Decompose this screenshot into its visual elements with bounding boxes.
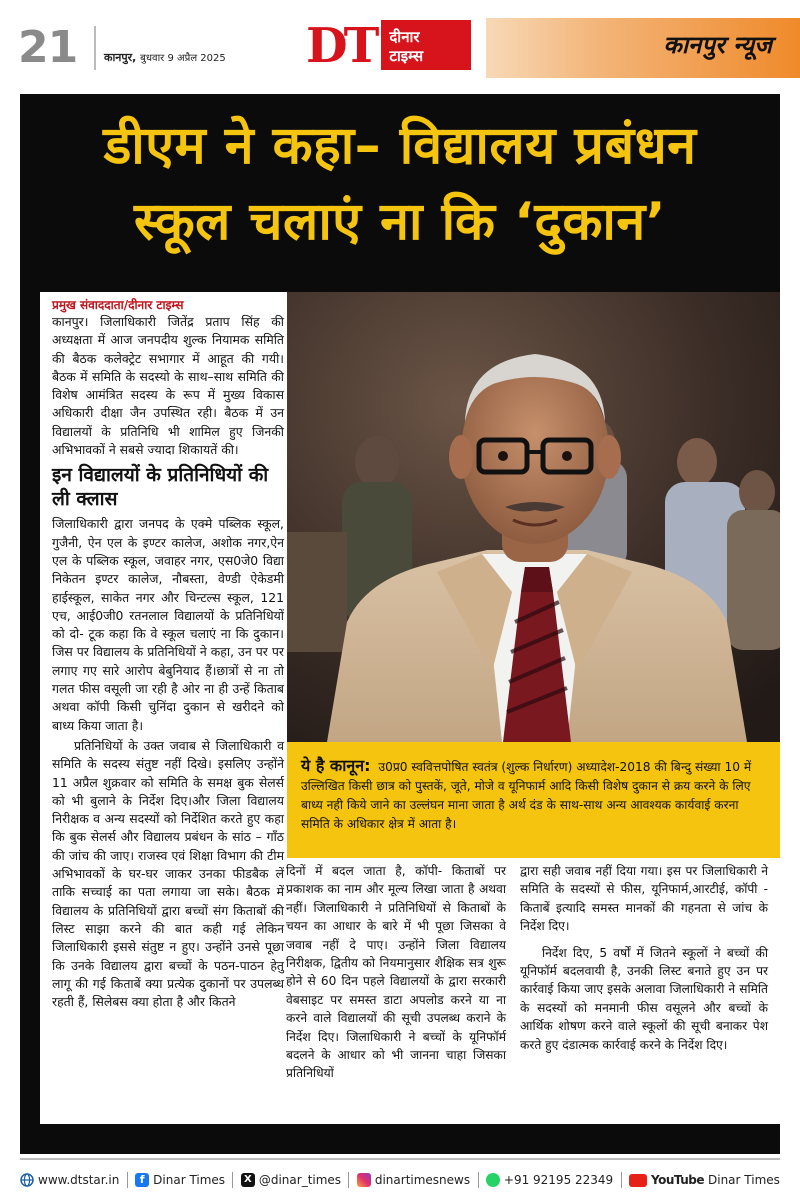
page-number-divider (94, 26, 96, 70)
footer-separator (478, 1172, 479, 1188)
footer-website[interactable] (20, 1173, 119, 1187)
logo-wordmark (381, 20, 471, 70)
law-caption-box (287, 742, 780, 858)
article-column-3 (520, 862, 768, 1054)
whatsapp-icon (486, 1173, 500, 1187)
article-column-1 (52, 313, 284, 1011)
footer-separator (127, 1172, 128, 1188)
headline (20, 108, 780, 260)
paragraph-1: जिलाधिकारी द्वारा जनपद के एक्मे पब्लिक स्कूल, गुजैनी, ऐन एल के इण्टर कालेज, अशोक नगर,ऐन एल के पब्लिक स्कूल, जवाहर नगर, एस0जे0 विद्या निकेतन इण्टर कालेज, नौबस्ता, वेण्डी ऐकेडमी हाईस्कूल, साकेत नगर और चिन्टल्स स्कूल, 121 एच, आई0जी0 रतनलाल विद्यालयों के प्रतिनिधियों को दो- टूक कहा कि वे स्कूल चलाएं ना कि दुकान। जिस पर विद्यालय के प्रतिनिधियों ने कहा, उन पर पर लगाए गए सारे आरोप बेबुनियाद हैं।छात्रों से ना तो गलत फीस वसूली जा रही है ओर ना ही उन्हें किताब अथवा कॉपी किसी चुनिंदा दुकान से खरीदने को बाध्य किया जाता है। (52, 516, 284, 733)
footer-separator (232, 1172, 233, 1188)
subheading: इन विद्यालयों के प्रतिनिधियों की ली क्लास (52, 464, 269, 511)
social-footer (20, 1160, 780, 1200)
logo-mark: DT (306, 18, 376, 74)
portrait-illustration (287, 292, 780, 742)
dateline-place: कानपुर, (104, 51, 137, 64)
footer-youtube[interactable] (629, 1173, 780, 1187)
paragraph-2: प्रतिनिधियों के उक्त जवाब से जिलाधिकारी व समिति के सदस्य संतुष्ट नहीं दिखे। इसलिए उन्होंने 11 अप्रैल शुक्रवार को समिति के समक्ष बुक सेलर्स को भी बुलाने के निर्देश दिए।और जिला विद्यालय निरीक्षक व अन्य सदस्यों को निर्देशित करते हुए कहा कि बुक सेलर्स और विद्यालय प्रबंधन के सांठ – गाँठ की जांच की जाए। राजस्व एवं शिक्षा विभाग की टीम अभिभावकों के घर-घर जाकर उनका फीडबैक लें ताकि सच्चाई का पता लगाया जा सके। बैठक में विद्यालय के प्रतिनिधियों द्वारा बच्चों संग किताबों की लिस्ट साझा करने की बात कही गई लेकिन जिलाधिकारी इससे संतुष्ट न हुए। उन्होंने उनसे पूछा कि उनके विद्यालय द्वारा बच्चों के पठन-पाठन हेतु लागू की गई किताबें क्या प्रत्येक दुकानों पर उपलब्ध रहती हैं, सिलेबस क्या होता है और कितने (52, 737, 284, 1010)
website-link[interactable]: www.dtstar.in (38, 1173, 120, 1187)
dateline (104, 50, 226, 65)
footer-separator (621, 1172, 622, 1188)
dateline-date: बुधवार 9 अप्रैल 2025 (140, 53, 226, 64)
headline-line-2: स्कूल चलाएं ना कि ‘दुकान’ (134, 192, 666, 252)
intro-paragraph: कानपुर। जिलाधिकारी जितेंद्र प्रताप सिंह की अध्यक्षता में आज जनपदीय शुल्क नियामक समिति की बैठक कलेक्ट्रेट सभागार में आहूत की गयी। बैठक में समिति के सदस्यो के साथ–साथ समिति की विशेष आमंत्रित सदस्य के रूप में मुख्य विकास अधिकारी दीक्षा जैन उपस्थित रही। बैठक में उन विद्यालयों के प्रतिनिधि भी शामिल हुए जिनकी अभिभावकों ने सबसे ज्यादा शिकायतें की। (52, 314, 284, 458)
section-title: कानपुर न्यूज (663, 31, 772, 59)
facebook-link[interactable]: Dinar Times (153, 1173, 226, 1187)
dm-portrait-photo (287, 292, 780, 742)
instagram-icon (357, 1173, 371, 1187)
youtube-link[interactable]: Dinar Times (708, 1173, 780, 1187)
headline-line-1: डीएम ने कहा– विद्यालय प्रबंधन (103, 116, 697, 176)
masthead (0, 0, 800, 78)
logo-line-2: टाइम्स (389, 47, 424, 65)
caption-title: ये है कानून: (301, 756, 371, 775)
caption-text: उ0प्र0 स्ववित्तपोषित स्वतंत्र (शुल्क निर्धारण) अध्यादेश-2018 की बिन्दु संख्या 10 में उल्लिखित किसी छात्र को पुस्तकें, जूते, मोजे व यूनिफार्म आदि किसी विशेष दुकान से क्रय करने के लिए बाध्य नही किये जाने का उल्लंघन माना जाता है अर्थ दंड के साथ-साथ अन्य आवश्यक कार्यवाई करना समिति के अधिकार क्षेत्र में आता है। (301, 760, 752, 831)
page-number: 21 (18, 22, 78, 73)
footer-facebook[interactable] (135, 1173, 225, 1187)
globe-icon (20, 1173, 34, 1187)
newspaper-logo (306, 18, 471, 74)
column-3-text-a: द्वारा सही जवाब नहीं दिया गया। इस पर जिलाधिकारी ने समिति के सदस्यों से फीस, यूनिफार्म,आरटीई, कॉपी - किताबें इत्यादि समस्त मानकों की गहनता से जांच के निर्देश दिए। (520, 864, 768, 934)
facebook-icon: f (135, 1173, 149, 1187)
youtube-wordmark: YouTube (650, 1173, 704, 1187)
youtube-icon (629, 1174, 647, 1187)
x-twitter-icon: X (241, 1173, 255, 1187)
x-link[interactable]: @dinar_times (258, 1173, 342, 1187)
logo-line-1: दीनार (389, 28, 420, 46)
whatsapp-number[interactable]: +91 92195 22349 (503, 1173, 614, 1187)
footer-x[interactable] (241, 1173, 341, 1187)
instagram-link[interactable]: dinartimesnews (374, 1173, 471, 1187)
column-3-text-b: निर्देश दिए, 5 वर्षों में जितने स्कूलों ने बच्चों की यूनिफॉर्म बदलवायी है, उनकी लिस्ट बनाते हुए उन पर कार्रवाई किया जाए इसके अलावा जिलाधिकारी ने समिति के सदस्यों को मनमानी फीस वसूलने और बच्चों के आर्थिक शोषण करने वाले स्कूलों की सूची बनाकर पेश करते हुए दंडात्मक कार्रवाई करने के निर्देश दिए। (520, 945, 768, 1052)
footer-whatsapp[interactable] (486, 1173, 613, 1187)
article-column-2 (286, 862, 506, 1083)
byline: प्रमुख संवाददाता/दीनार टाइम्स (52, 298, 184, 312)
footer-separator (348, 1172, 349, 1188)
footer-instagram[interactable] (357, 1173, 470, 1187)
column-2-text: दिनों में बदल जाता है, कॉपी- किताबों पर प्रकाशक का नाम और मूल्य लिखा जाता है अथवा नहीं। जिलाधिकारी ने प्रतिनिधियों से किताबों के चयन का आधार के बारे में भी पूछा जिसका वे जवाब नहीं दे पाए। उन्होंने जिला विद्यालय निरीक्षक, द्वितीय को नियमानुसार शैक्षिक सत्र शुरू होने से 60 दिन पहले विद्यालयों के द्वारा सरकारी वेबसाइट पर समस्त डाटा अपलोड करने या ना करने वाले विद्यालयों की सूची उपलब्ध कराने के निर्देश दिए। जिलाधिकारी ने बच्चों के यूनिफॉर्म बदलने के आधार को भी जानना चाहा जिसका प्रतिनिधियों (286, 864, 506, 1081)
